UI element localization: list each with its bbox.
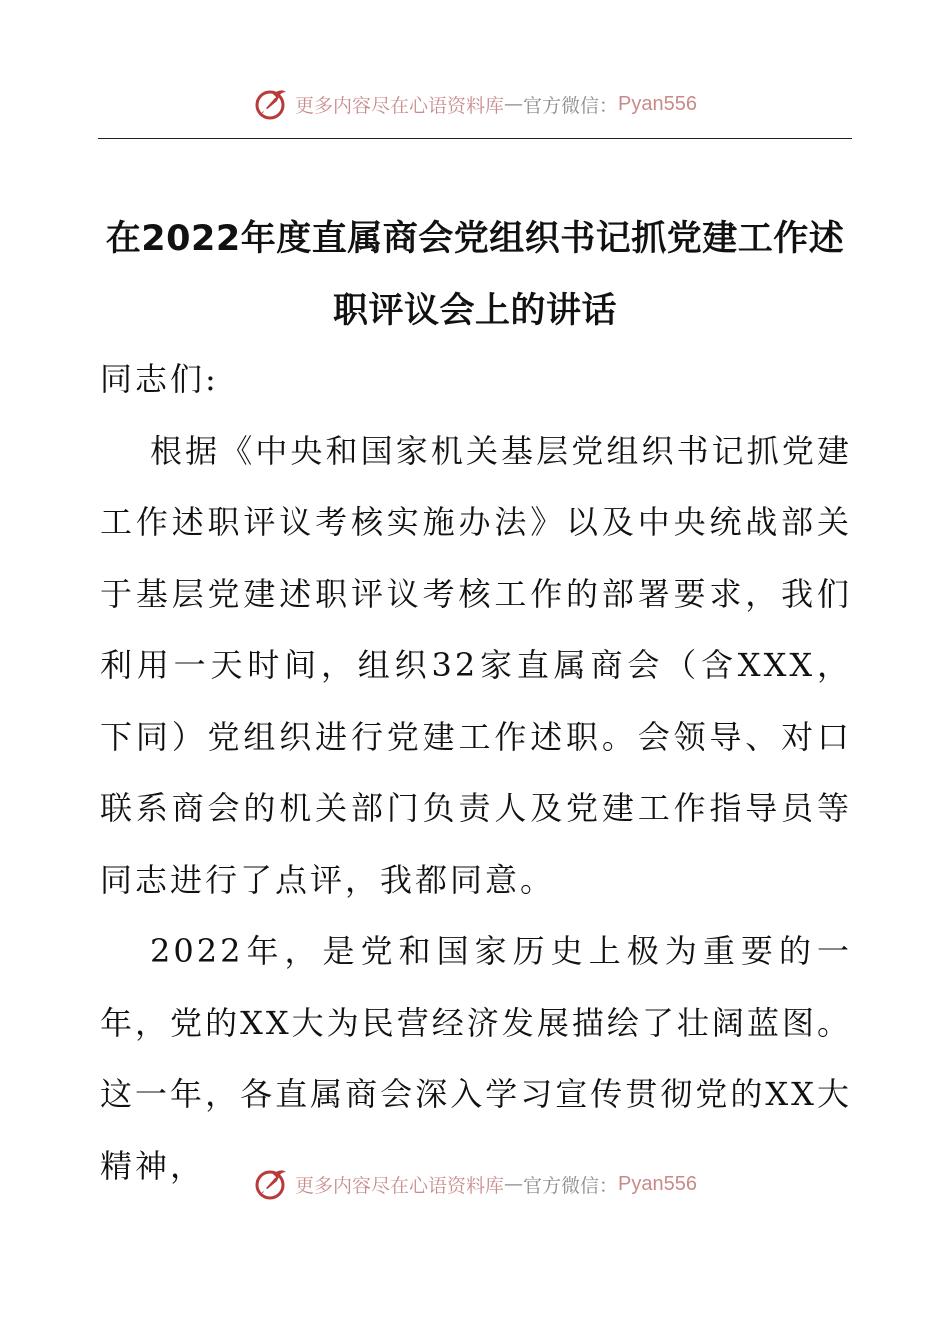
header-banner-dash: — bbox=[504, 93, 524, 115]
document-title: 在2022年度直属商会党组织书记抓党建工作述职评议会上的讲话 bbox=[105, 219, 845, 332]
header-banner-text: 更多内容尽在心语资料库 bbox=[295, 94, 505, 117]
header-banner-wechat-id: Pyan556 bbox=[618, 92, 697, 115]
pen-logo-icon bbox=[253, 86, 289, 122]
header-banner-wechat-label: 官方微信： bbox=[523, 94, 619, 117]
document-body bbox=[100, 344, 852, 1202]
salutation: 同志们: bbox=[100, 360, 219, 398]
footer-banner-wechat-id: Pyan556 bbox=[618, 1172, 697, 1195]
footer-banner bbox=[0, 1164, 950, 1204]
paragraph-2: 2022年，是党和国家历史上极为重要的一年，党的XX大为民营经济发展描绘了壮阔蓝图。这一年，各直属商会深入学习宣传贯彻党的XX大精神， bbox=[100, 932, 852, 1185]
header-divider bbox=[98, 138, 852, 139]
footer-banner-wechat-label: 官方微信： bbox=[523, 1174, 619, 1197]
footer-banner-dash: — bbox=[504, 1173, 524, 1195]
pen-logo-icon bbox=[253, 1166, 289, 1202]
paragraph-1: 根据《中央和国家机关基层党组织书记抓党建工作述职评议考核实施办法》以及中央统战部关于基层党建述职评议考核工作的部署要求，我们利用一天时间，组织32家直属商会（含XXX，下同）党组织进行党建工作述职。会领导、对口联系商会的机关部门负责人及党建工作指导员等同志进行了点评，我都同意。 bbox=[100, 431, 852, 899]
footer-banner-text: 更多内容尽在心语资料库 bbox=[295, 1174, 505, 1197]
header-banner bbox=[0, 84, 950, 124]
